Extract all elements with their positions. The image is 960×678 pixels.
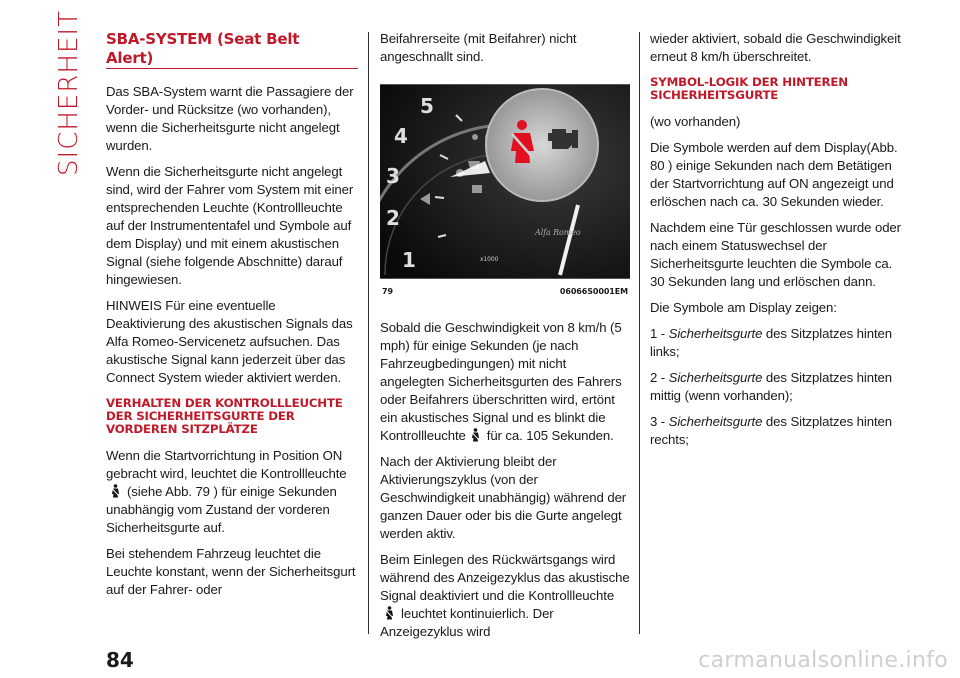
- paragraph: Nach der Aktivierung bleibt der Aktivierungszyklus (von der Geschwindigkeit unabhängig) während der ganzen Dauer oder bis die Gurte angelegt werden aktiv.: [380, 454, 627, 541]
- brand-logo-text: Alfa Romeo: [535, 228, 581, 237]
- gauge-number: 4: [394, 124, 408, 148]
- subsection-heading: SYMBOL-LOGIK DER HINTEREN SICHERHEITSGURTE: [650, 75, 848, 102]
- gauge-number: 2: [386, 206, 400, 230]
- figure-number: 79: [382, 287, 393, 296]
- paragraph: Wenn die Startvorrichtung in Position ON gebracht wird, leuchtet die Kontrollleuchte(siehe Abb. 79 ) für einige Sekunden unabhängig vom Zustand der vorderen Sicherheitsgurte auf.: [106, 448, 347, 535]
- seatbelt-warning-icon: [470, 428, 481, 442]
- paragraph: Das SBA-System warnt die Passagiere der Vorder- und Rücksitze (wo vorhanden), wenn die Sicherheitsgurte nicht angelegt wurden.: [106, 84, 354, 153]
- list-item: 1 - Sicherheitsgurte des Sitzplatzes hinten links;: [650, 326, 893, 359]
- paragraph: Bei stehendem Fahrzeug leuchtet die Leuchte konstant, wenn der Sicherheitsgurt auf der Fahrer- oder: [106, 546, 356, 597]
- column-2: [380, 30, 630, 649]
- note-paragraph: HINWEIS Für eine eventuelle Deaktivierung des akustischen Signals das Alfa Romeo-Servicenetz aufsuchen. Das akustische Signal kann jederzeit über das Connect System wieder aktiviert werden.: [106, 298, 353, 385]
- figure-code: 06066S0001EM: [559, 287, 628, 296]
- paragraph: Wenn die Sicherheitsgurte nicht angelegt sind, wird der Fahrer vom System mit einer entsprechenden Leuchte (Kontrollleuchte auf der Instrumententafel und Symbole auf dem Display) und mit einem akustischen Signal (siehe folgende Abschnitte) darauf hingewiesen.: [106, 164, 354, 287]
- gauge-number: 3: [386, 164, 400, 188]
- column-1: [106, 30, 358, 607]
- gauge-unit: x1000: [480, 256, 499, 263]
- page-number: 84: [106, 648, 134, 672]
- paragraph: Beim Einlegen des Rückwärtsgangs wird während des Anzeigezyklus das akustische Signal deaktiviert und die Kontrollleuchteleuchtet kontinuierlich. Der Anzeigezyklus wird: [380, 552, 630, 639]
- section-title: SBA-SYSTEM (Seat Belt Alert): [106, 30, 358, 69]
- column-divider: [368, 32, 369, 634]
- list-item: 3 - Sicherheitsgurte des Sitzplatzes hinten rechts;: [650, 414, 893, 447]
- column-3: [650, 30, 906, 457]
- paragraph: (wo vorhanden): [650, 114, 741, 129]
- seatbelt-warning-icon: [384, 606, 395, 620]
- column-divider: [639, 32, 640, 634]
- paragraph: wieder aktiviert, sobald die Geschwindigkeit erneut 8 km/h überschreitet.: [650, 31, 901, 64]
- paragraph: Beifahrerseite (mit Beifahrer) nicht angeschnallt sind.: [380, 31, 577, 64]
- instrument-cluster-image: [380, 85, 630, 278]
- paragraph: Die Symbole am Display zeigen:: [650, 300, 837, 315]
- figure-caption: [380, 279, 630, 301]
- section-label: SICHERHEIT: [54, 10, 84, 176]
- figure-79-instrument-panel: [380, 84, 630, 279]
- paragraph: Die Symbole werden auf dem Display(Abb. 80 ) einige Sekunden nach dem Betätigen der Startvorrichtung auf ON angezeigt und erlöschen nach ca. 30 Sekunden wieder.: [650, 140, 898, 209]
- watermark: carmanualsonline.info: [698, 648, 948, 673]
- paragraph: Sobald die Geschwindigkeit von 8 km/h (5 mph) für einige Sekunden (je nach Fahrzeugbedingungen) mit nicht angelegten Sicherheitsgurten des Fahrers oder Beifahrers überschritten wird, ertönt ein akustisches Signal und es blinkt die Kontrollleuchte für ca. 105 Sekunden.: [380, 320, 622, 443]
- paragraph: Nachdem eine Tür geschlossen wurde oder nach einem Statuswechsel der Sicherheitsgurte leuchten die Symbole ca. 30 Sekunden lang und erlöschen dann.: [650, 220, 901, 289]
- subsection-heading: VERHALTEN DER KONTROLLLEUCHTE DER SICHERHEITSGURTE DER VORDEREN SITZPLÄTZE: [106, 396, 343, 436]
- gauge-number: 1: [402, 248, 416, 272]
- seatbelt-warning-icon: [110, 484, 121, 498]
- gauge-number: 5: [420, 94, 434, 118]
- zoom-engine-light: [548, 129, 578, 149]
- list-item: 2 - Sicherheitsgurte des Sitzplatzes hinten mittig (wenn vorhanden);: [650, 370, 893, 403]
